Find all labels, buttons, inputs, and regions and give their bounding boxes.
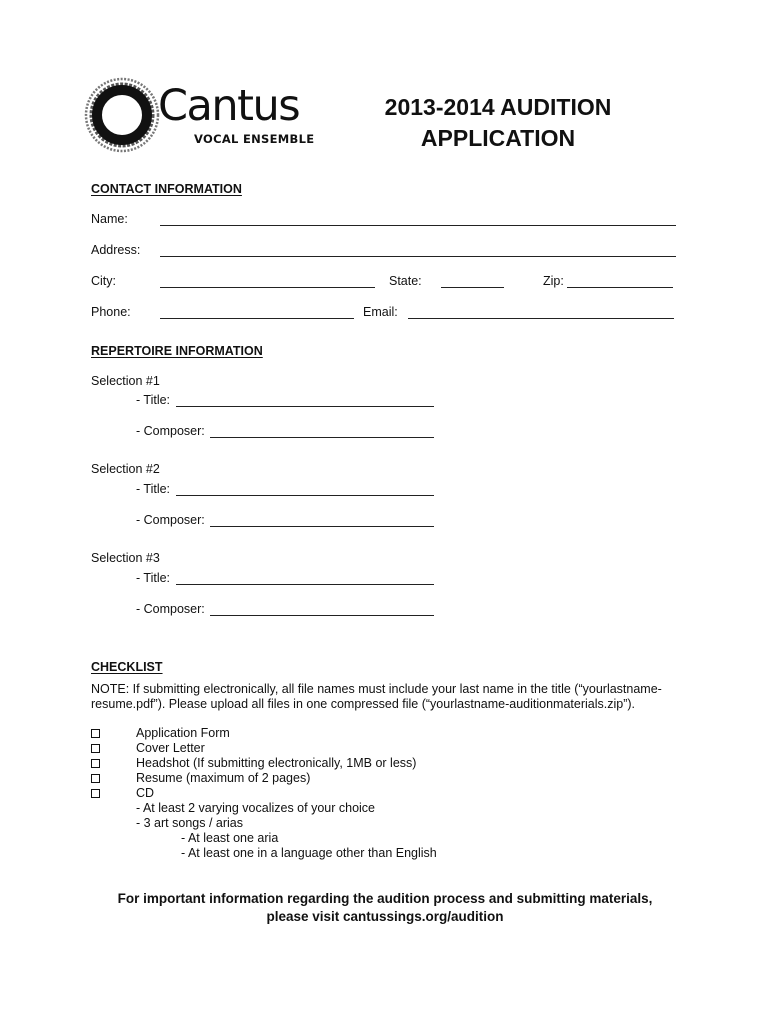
checklist-note-line-1: NOTE: If submitting electronically, all file names must include your last name in the title (“yourlastname- <box>91 682 662 696</box>
checklist-item-resume: Resume (maximum of 2 pages) <box>136 771 311 785</box>
email-field[interactable] <box>408 318 674 319</box>
checklist-item-headshot: Headshot (If submitting electronically, 1MB or less) <box>136 756 417 770</box>
checklist-item-cover-letter: Cover Letter <box>136 741 205 755</box>
checkbox-application-form[interactable] <box>91 729 100 738</box>
selection-3-title-label: - Title: <box>136 571 171 585</box>
cd-subitem-language: - At least one in a language other than English <box>181 846 437 860</box>
checklist-item-cd: CD <box>136 786 155 800</box>
address-label: Address: <box>91 243 141 257</box>
page-title <box>348 92 648 154</box>
footer-line-2: please visit cantussings.org/audition <box>266 909 504 924</box>
state-label: State: <box>389 274 422 288</box>
selection-3-title-field[interactable] <box>176 584 434 585</box>
selection-1-title-field[interactable] <box>176 406 434 407</box>
checklist-heading: CHECKLIST <box>91 660 163 674</box>
name-label: Name: <box>91 212 128 226</box>
selection-1-composer-label: - Composer: <box>136 424 205 438</box>
selection-2-title-field[interactable] <box>176 495 434 496</box>
phone-label: Phone: <box>91 305 131 319</box>
city-label: City: <box>91 274 116 288</box>
selection-3-composer-field[interactable] <box>210 615 434 616</box>
footer-line-1: For important information regarding the audition process and submitting materials, <box>117 891 653 906</box>
city-field[interactable] <box>160 287 375 288</box>
cd-subitem-art-songs: - 3 art songs / arias <box>136 816 243 830</box>
selection-2-composer-field[interactable] <box>210 526 434 527</box>
zip-field[interactable] <box>567 287 673 288</box>
checklist-note-line-2: resume.pdf”). Please upload all files in one compressed file (“yourlastname-auditionmaterials.zip”). <box>91 697 635 711</box>
selection-1-title-label: - Title: <box>136 393 171 407</box>
selection-3-composer-label: - Composer: <box>136 602 205 616</box>
selection-2-label: Selection #2 <box>91 462 160 476</box>
cantus-logo-mark-icon <box>82 75 162 155</box>
checklist-item-application-form: Application Form <box>136 726 230 740</box>
name-field[interactable] <box>160 225 676 226</box>
logo-subtitle: VOCAL ENSEMBLE <box>194 132 315 146</box>
title-line-2: APPLICATION <box>420 125 576 151</box>
checkbox-resume[interactable] <box>91 774 100 783</box>
state-field[interactable] <box>441 287 504 288</box>
cantus-logo <box>82 75 322 155</box>
logo-wordmark: Cantus <box>158 81 300 131</box>
checkbox-cover-letter[interactable] <box>91 744 100 753</box>
email-label: Email: <box>363 305 398 319</box>
checkbox-cd[interactable] <box>91 789 100 798</box>
selection-2-composer-label: - Composer: <box>136 513 205 527</box>
phone-field[interactable] <box>160 318 354 319</box>
cd-subitem-vocalizes: - At least 2 varying vocalizes of your choice <box>136 801 376 815</box>
selection-1-composer-field[interactable] <box>210 437 434 438</box>
address-field[interactable] <box>160 256 676 257</box>
selection-3-label: Selection #3 <box>91 551 160 565</box>
selection-1-label: Selection #1 <box>91 374 160 388</box>
contact-heading: CONTACT INFORMATION <box>91 182 242 196</box>
cd-subitem-aria: - At least one aria <box>181 831 279 845</box>
title-line-1: 2013-2014 AUDITION <box>384 94 612 120</box>
repertoire-heading: REPERTOIRE INFORMATION <box>91 344 263 358</box>
footer-note <box>0 890 770 926</box>
selection-2-title-label: - Title: <box>136 482 171 496</box>
zip-label: Zip: <box>543 274 564 288</box>
checkbox-headshot[interactable] <box>91 759 100 768</box>
